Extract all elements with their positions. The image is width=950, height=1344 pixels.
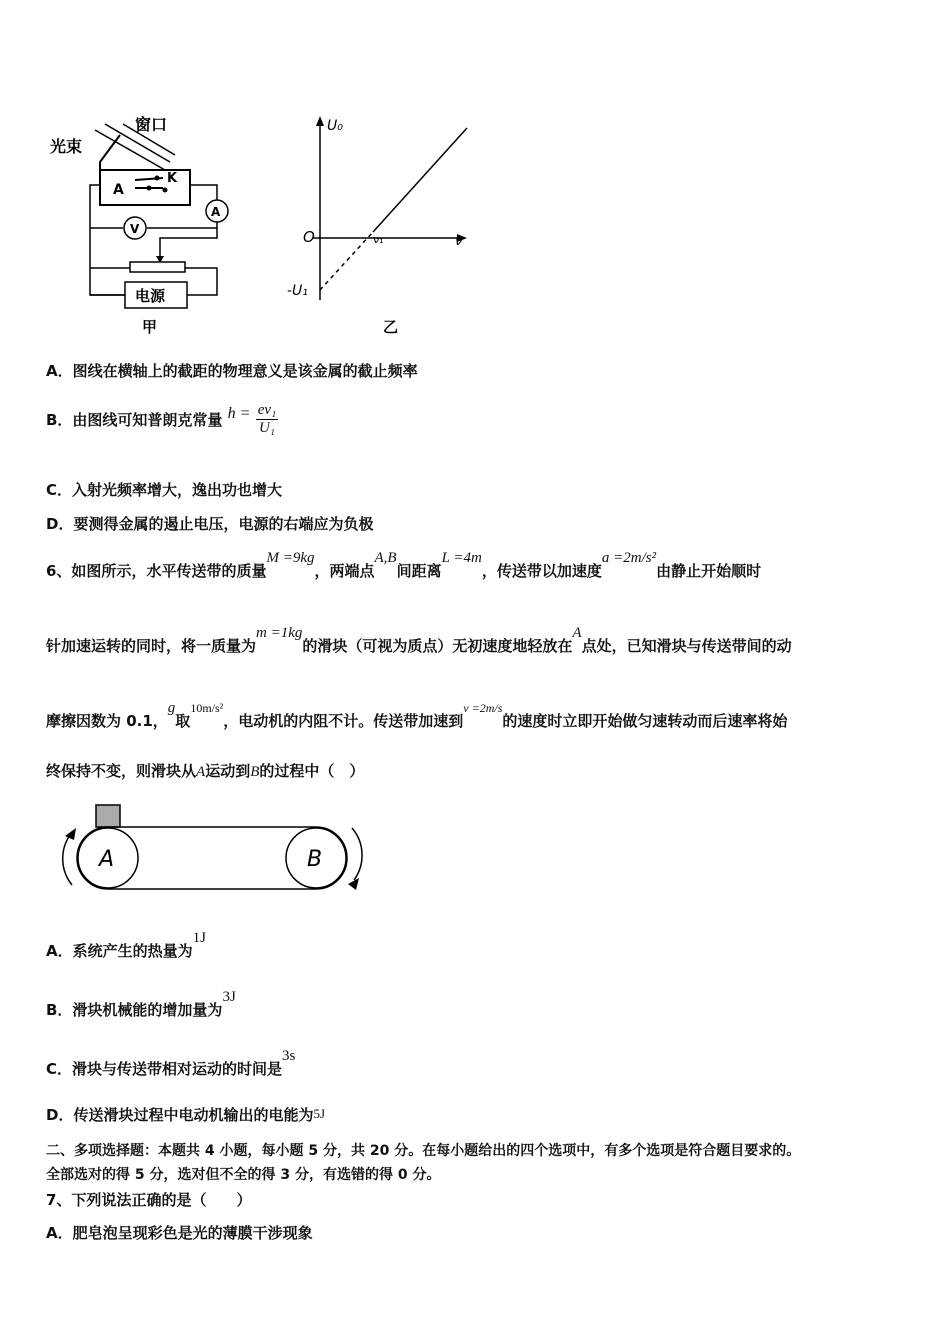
q6-mass-belt: M =9kg <box>266 550 315 566</box>
q6-option-a-text: A．系统产生的热量为 <box>46 942 193 960</box>
q6-line-3 <box>46 700 788 731</box>
q6-line3-c: ，电动机的内阻不计。传送带加速到 <box>223 712 464 730</box>
q6-line2-b: 的滑块（可视为质点）无初速度地轻放在 <box>302 637 573 655</box>
q6-line3-d: 的速度时立即开始做匀速转动而后速率将始 <box>502 712 788 730</box>
q6-line4-point-a: A <box>196 764 206 780</box>
q7-stem: 7、下列说法正确的是（ ） <box>46 1191 252 1209</box>
q6-option-a <box>46 930 206 961</box>
circuit-figure <box>45 110 245 340</box>
power-label: 电源 <box>135 287 166 305</box>
section2-line-2: 全部选对的得 5 分，选对但不全的得 3 分，有选错的得 0 分。 <box>46 1167 441 1183</box>
q6-option-b <box>46 989 236 1020</box>
y-intercept-label: -U₁ <box>287 283 308 299</box>
q6-line1-b: ，两端点 <box>314 562 375 580</box>
q6-point-a: A <box>572 625 582 641</box>
q6-length: L =4m <box>441 550 482 566</box>
q5-option-d: D．要测得金属的遏止电压，电源的右端应为负极 <box>46 515 374 533</box>
q6-line1-c: 间距离 <box>396 562 442 580</box>
q6-option-b-text: B．滑块机械能的增加量为 <box>46 1001 223 1019</box>
q6-line2-a: 针加速运转的同时，将一质量为 <box>46 637 257 655</box>
q5-option-b-text: B．由图线可知普朗克常量 <box>46 411 223 429</box>
q6-line3-b: 取 <box>175 712 191 730</box>
q6-line-1 <box>46 550 762 581</box>
q5-option-b <box>46 402 278 437</box>
q6-line-2 <box>46 625 792 656</box>
y-axis-label: U₀ <box>327 118 343 134</box>
q6-line1-a: 6、如图所示，水平传送带的质量 <box>46 562 267 580</box>
q6-option-b-value: 3J <box>222 989 236 1005</box>
q6-points-ab: A,B <box>374 550 397 566</box>
window-label: 窗口 <box>135 115 168 134</box>
q7-option-a: A．肥皂泡呈现彩色是光的薄膜干涉现象 <box>46 1224 313 1242</box>
q6-line-4 <box>46 760 364 781</box>
section2-line-1: 二、多项选择题：本题共 4 小题，每小题 5 分，共 20 分。在每小题给出的四个选项中，有多个选项是符合题目要求的。 <box>46 1143 801 1159</box>
q6-option-d-value: 5J <box>313 1106 326 1121</box>
q5-option-a: A．图线在横轴上的截距的物理意义是该金属的截止频率 <box>46 362 418 380</box>
q6-option-c-text: C．滑块与传送带相对运动的时间是 <box>46 1060 283 1078</box>
ammeter-label: A <box>211 205 221 219</box>
q6-option-c <box>46 1048 296 1079</box>
figure-jia-caption: 甲 <box>142 318 158 336</box>
q5-option-c: C．入射光频率增大，逸出功也增大 <box>46 481 283 499</box>
q6-line4-b: 运动到 <box>205 762 251 780</box>
q6-line4-c: 的过程中（ ） <box>259 762 365 780</box>
q6-g-value: 10m/s² <box>190 701 224 715</box>
q6-acceleration: a =2m/s² <box>601 550 657 566</box>
electrode-k-label: K <box>167 171 178 186</box>
q6-line4-a: 终保持不变，则滑块从 <box>46 762 197 780</box>
q5-option-b-fraction <box>256 402 279 437</box>
q6-g: g <box>167 700 176 716</box>
q6-line1-d: ，传送带以加速度 <box>481 562 602 580</box>
q5-option-b-h: h = <box>227 404 251 422</box>
conveyor-figure <box>50 800 380 900</box>
q5-option-b-denominator: U₁ <box>258 420 275 436</box>
x-intercept-label: ν₁ <box>373 233 384 246</box>
q6-line3-a: 摩擦因数为 0.1， <box>46 712 168 730</box>
electrode-a-label: A <box>113 182 124 198</box>
beam-label: 光束 <box>50 137 83 156</box>
q6-option-a-value: 1J <box>192 930 206 946</box>
graph-figure <box>285 110 485 340</box>
voltmeter-label: V <box>130 222 140 236</box>
pulley-b-label: B <box>307 847 323 872</box>
pulley-a-label: A <box>99 847 115 872</box>
q6-velocity: v =2m/s <box>463 701 503 715</box>
q6-option-d-text: D．传送滑块过程中电动机输出的电能为 <box>46 1106 314 1124</box>
q6-option-d <box>46 1104 325 1125</box>
q6-line2-c: 点处，已知滑块与传送带间的动 <box>581 637 792 655</box>
q6-line1-e: 由静止开始顺时 <box>656 562 762 580</box>
origin-label: O <box>303 228 315 246</box>
x-axis-label: ν <box>455 234 463 249</box>
figure-yi-caption: 乙 <box>383 318 399 336</box>
q6-mass-block: m =1kg <box>256 625 303 641</box>
q6-line4-point-b: B <box>250 764 260 780</box>
q5-option-b-numerator: eν₁ <box>257 402 277 418</box>
q6-option-c-value: 3s <box>282 1048 296 1064</box>
